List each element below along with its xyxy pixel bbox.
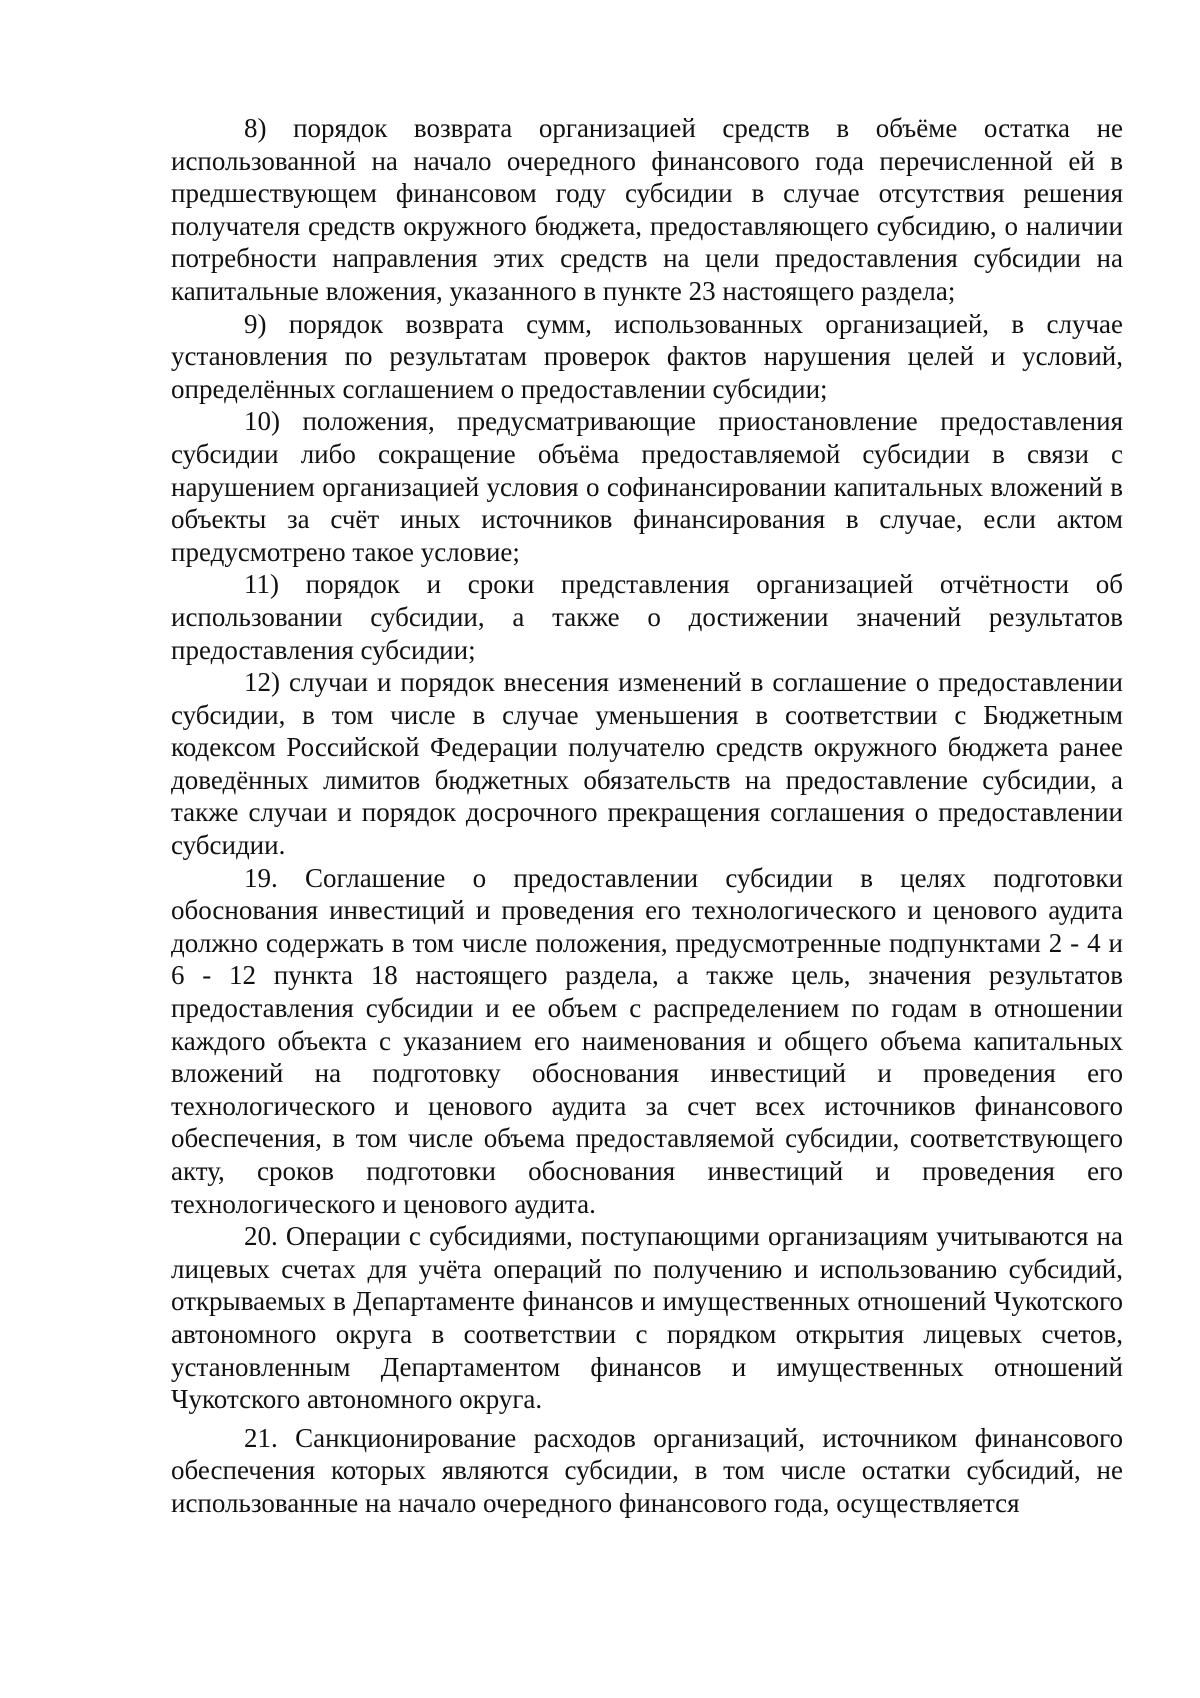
paragraph-item-12: 12) случаи и порядок внесения изменений в соглашение о предоставлении субсидии, в том числе в случае уменьшения в соответствии с Бюджетным кодексом Российской Федерации получателю средств окружного бюджета ранее доведённых лимитов бюджетных обязательств на предоставление субсидии, а также случаи и порядок досрочного прекращения соглашения о предоставлении субсидии.: [171, 667, 1123, 861]
paragraph-item-8: 8) порядок возврата организацией средств в объёме остатка не использованной на начало очередного финансового года перечисленной ей в предшествующем финансовом году субсидии в случае отсутствия решения получателя средств окружного бюджета, предоставляющего субсидию, о наличии потребности направления этих средств на цели предоставления субсидии на капитальные вложения, указанного в пункте 23 настоящего раздела;: [171, 113, 1123, 306]
paragraph-item-11: 11) порядок и сроки представления организацией отчётности об использовании субсидии, а также о достижении значений результатов предоставления субсидии;: [171, 569, 1123, 665]
paragraph-item-10: 10) положения, предусматривающие приостановление предоставления субсидии либо сокращение объёма предоставляемой субсидии в связи с нарушением организацией условия о софинансировании капитальных вложений в объекты за счёт иных источников финансирования в случае, если актом предусмотрено такое условие;: [171, 406, 1123, 567]
paragraph-clause-21: 21. Санкционирование расходов организаций, источником финансового обеспечения которых являются субсидии, в том числе остатки субсидий, не использованные на начало очередного финансового года, осуществляется: [171, 1422, 1123, 1518]
document-page: [171, 112, 1123, 1520]
paragraph-clause-19: 19. Соглашение о предоставлении субсидии в целях подготовки обоснования инвестиций и проведения его технологического и ценового аудита должно содержать в том числе положения, предусмотренные подпунктами 2 - 4 и 6 - 12 пункта 18 настоящего раздела, а также цель, значения результатов предоставления субсидии и ее объем с распределением по годам в отношении каждого объекта с указанием его наименования и общего объема капитальных вложений на подготовку обоснования инвестиций и проведения его технологического и ценового аудита за счет всех источников финансового обеспечения, в том числе объема предоставляемой субсидии, соответствующего акту, сроков подготовки обоснования инвестиций и проведения его технологического и ценового аудита.: [171, 862, 1123, 1219]
paragraph-item-9: 9) порядок возврата сумм, использованных организацией, в случае установления по результатам проверок фактов нарушения целей и условий, определённых соглашением о предоставлении субсидии;: [171, 308, 1123, 404]
paragraph-clause-20: 20. Операции с субсидиями, поступающими организациям учитываются на лицевых счетах для учёта операций по получению и использованию субсидий, открываемых в Департаменте финансов и имущественных отношений Чукотского автономного округа в соответствии с порядком открытия лицевых счетов, установленным Департаментом финансов и имущественных отношений Чукотского автономного округа.: [171, 1221, 1123, 1415]
